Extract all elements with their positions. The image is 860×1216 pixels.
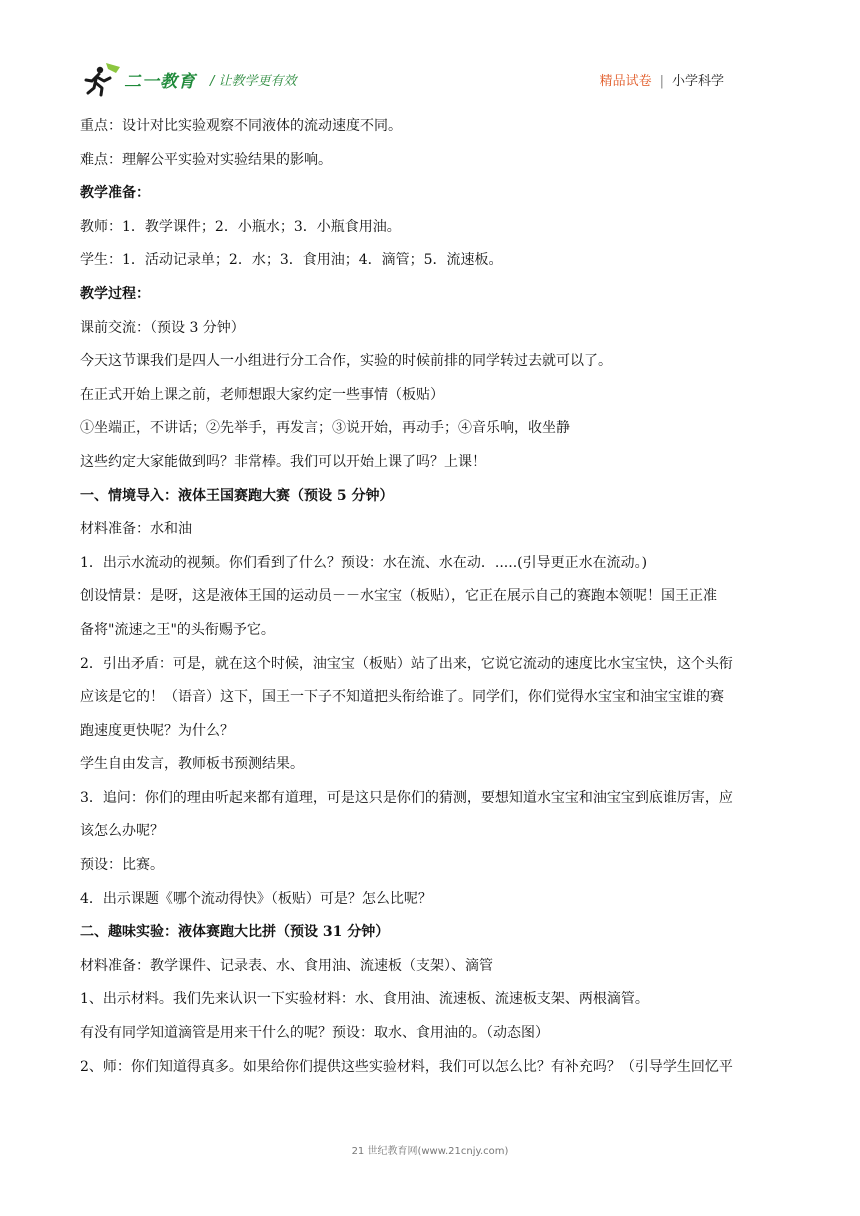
tag-subject: 小学科学 [671,74,724,89]
paragraph-line: 2、师：你们知道得真多。如果给你们提供这些实验材料，我们可以怎么比？有补充吗？（引导学生回忆平 [80,1058,733,1075]
paragraph-line: 预设：比赛。 [80,857,164,874]
paragraph-line: 有没有同学知道滴管是用来干什么的呢？预设：取水、食用油的。（动态图） [80,1025,549,1042]
paragraph-line: 1、出示材料。我们先来认识一下实验材料：水、食用油、流速板、流速板支架、两根滴管。 [80,991,649,1008]
paragraph-line: 1．出示水流动的视频。你们看到了什么？预设：水在流、水在动．.....(引导更正水在流动。) [80,554,648,571]
header-tag [600,70,724,89]
paragraph-line: 重点：设计对比实验观察不同液体的流动速度不同。 [80,118,402,134]
logo-text: 二一教育 [124,71,196,92]
paragraph-line: 难点：理解公平实验对实验结果的影响。 [80,151,332,168]
paragraph-line: 材料准备：教学课件、记录表、水、食用油、流速板（支架）、滴管 [80,957,493,974]
paragraph-line: 4．出示课题《哪个流动得快》（板贴）可是？怎么比呢？ [80,890,432,907]
page-header [80,58,780,100]
paragraph-line: 应该是它的！（语音）这下，国王一下子不知道把头衔给谁了。同学们，你们觉得水宝宝和油宝宝谁的赛 [80,689,724,706]
paragraph-line: 教师：1．教学课件；2．小瓶水；3．小瓶食用油。 [80,218,401,235]
section-heading: 一、情境导入：液体王国赛跑大赛（预设 5 分钟） [80,487,394,504]
section-heading: 二、趣味实验：液体赛跑大比拼（预设 31 分钟） [80,924,390,941]
section-heading: 教学过程： [80,285,150,302]
paragraph-line: 今天这节课我们是四人一小组进行分工合作，实验的时候前排的同学转过去就可以了。 [80,353,612,370]
section-heading: 教学准备： [80,185,150,202]
paragraph-line: 跑速度更快呢？为什么？ [80,722,234,739]
paragraph-line: 学生自由发言，教师板书预测结果。 [80,756,304,773]
paragraph-line: 材料准备：水和油 [80,521,192,538]
paragraph-line: 学生：1．活动记录单；2．水；3．食用油；4．滴管；5．流速板。 [80,252,503,269]
paragraph-line: 在正式开始上课之前，老师想跟大家约定一些事情（板贴） [80,386,444,403]
paragraph-line: 2．引出矛盾：可是，就在这个时候，油宝宝（板贴）站了出来，它说它流动的速度比水宝宝快，这个头衔 [80,655,733,672]
slogan: / 让教学更有效 [210,73,297,89]
running-man-logo-icon [80,61,124,97]
paragraph-line: 这些约定大家能做到吗？非常棒。我们可以开始上课了吗？上课！ [80,453,486,470]
page-footer: 21 世纪教育网(www.21cnjy.com) [351,1146,509,1157]
paragraph-line: 备将"流速之王"的头衔赐予它。 [80,621,275,638]
tag-separator: | [659,74,664,89]
paragraph-line: ①坐端正，不讲话；②先举手，再发言；③说开始，再动手；④音乐响，收坐静 [80,420,570,437]
paragraph-line: 3．追问：你们的理由听起来都有道理，可是这只是你们的猜测，要想知道水宝宝和油宝宝到底谁厉害，应 [80,789,733,806]
logo [80,58,297,100]
tag-quality-paper: 精品试卷 [599,74,652,89]
paragraph-line: 创设情景：是呀，这是液体王国的运动员－－水宝宝（板贴），它正在展示自己的赛跑本领呢！国王正准 [80,588,717,605]
paragraph-line: 该怎么办呢？ [80,823,164,840]
paragraph-line: 课前交流：（预设 3 分钟） [80,319,245,336]
document-body [80,110,785,1084]
